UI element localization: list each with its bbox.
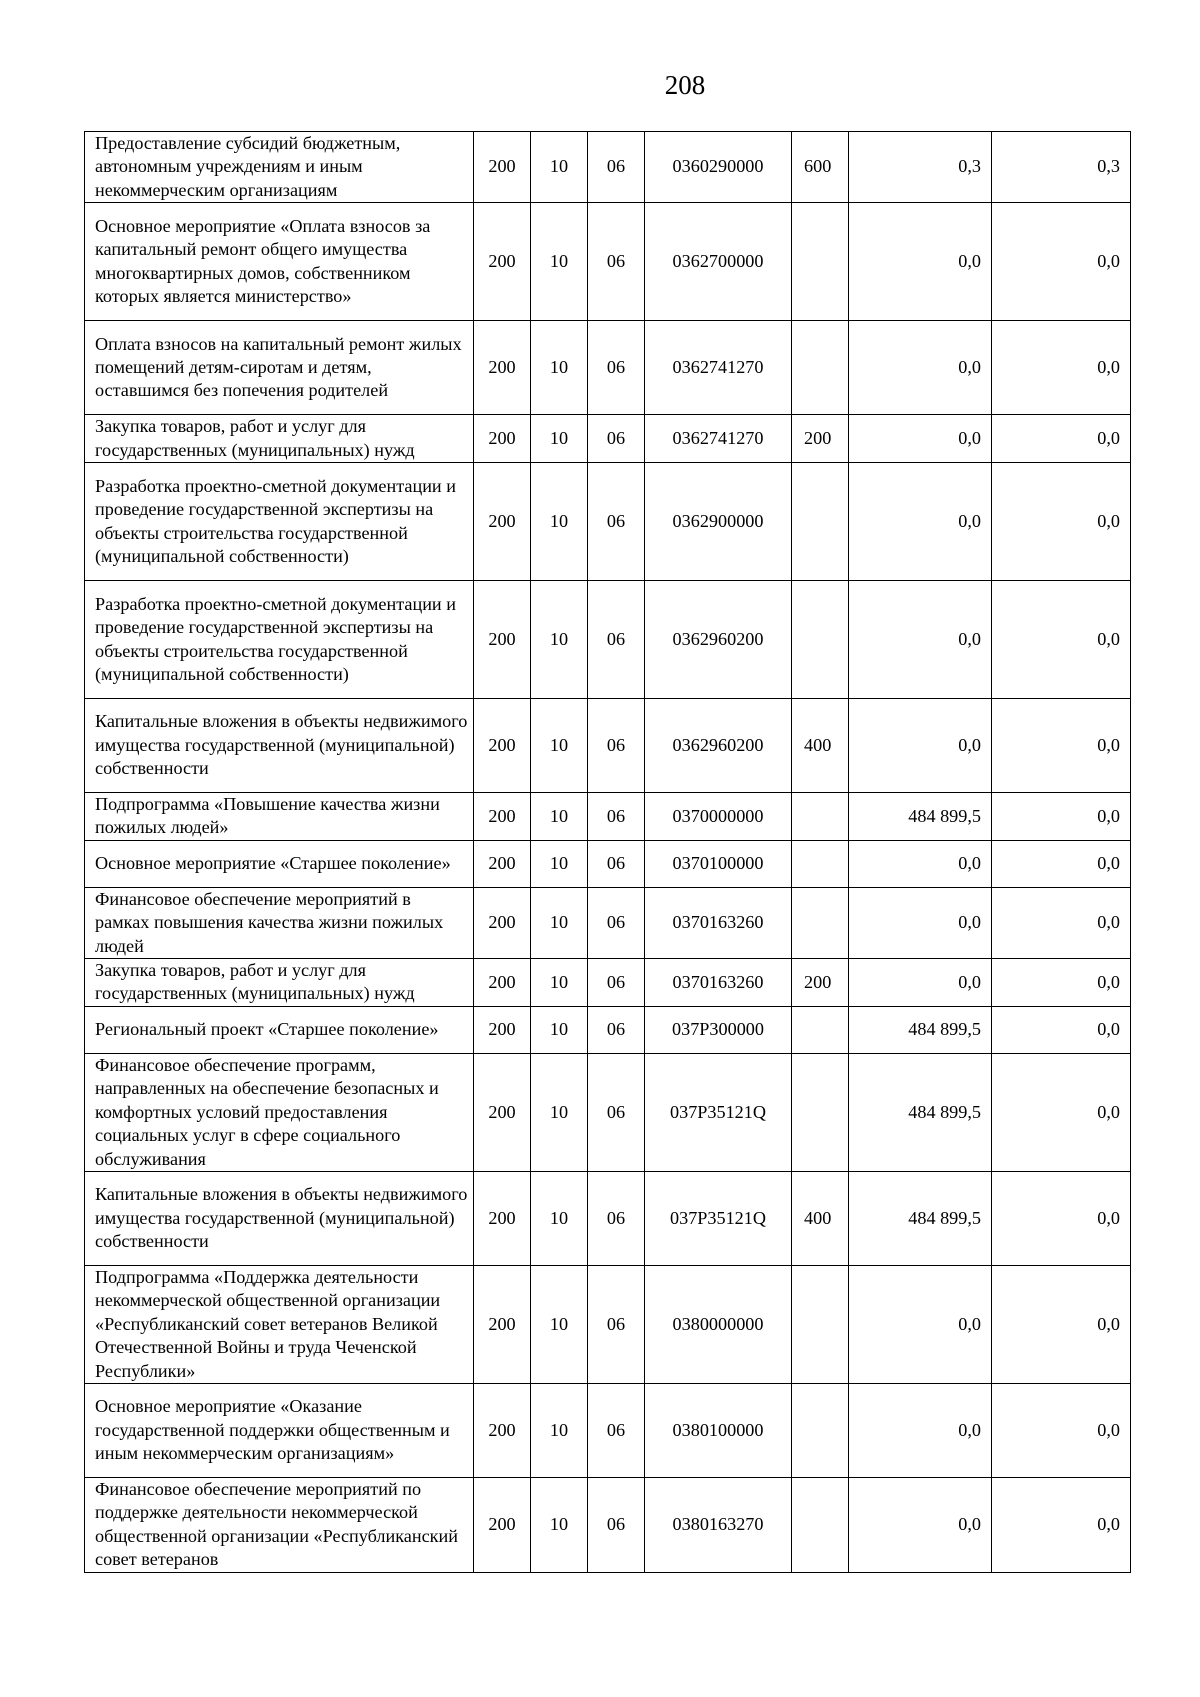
subsection-code-cell: 06 xyxy=(588,887,645,958)
ministry-code-cell: 200 xyxy=(474,959,531,1007)
target-article-cell: 0362741270 xyxy=(645,321,792,415)
target-article-cell: 0370163260 xyxy=(645,887,792,958)
expense-type-cell xyxy=(792,793,849,841)
target-article-cell: 037P35121Q xyxy=(645,1053,792,1171)
section-code-cell: 10 xyxy=(531,699,588,793)
section-code-cell: 10 xyxy=(531,1006,588,1053)
row-name-cell: Разработка проектно-сметной документации и проведение государственной экспертизы на объекты строительства государственной (муниципальной собственности) xyxy=(85,463,474,581)
target-article-cell: 0362900000 xyxy=(645,463,792,581)
section-code-cell: 10 xyxy=(531,1171,588,1265)
budget-table xyxy=(84,131,1131,1573)
expense-type-cell xyxy=(792,840,849,887)
subsection-code-cell: 06 xyxy=(588,1171,645,1265)
amount-second-year-cell: 0,0 xyxy=(992,463,1131,581)
expense-type-cell xyxy=(792,1053,849,1171)
subsection-code-cell: 06 xyxy=(588,840,645,887)
subsection-code-cell: 06 xyxy=(588,132,645,203)
section-code-cell: 10 xyxy=(531,132,588,203)
table-row xyxy=(85,887,1131,958)
amount-first-year-cell: 0,0 xyxy=(849,1383,992,1477)
amount-second-year-cell: 0,0 xyxy=(992,793,1131,841)
section-code-cell: 10 xyxy=(531,321,588,415)
table-row xyxy=(85,793,1131,841)
target-article-cell: 0370100000 xyxy=(645,840,792,887)
amount-first-year-cell: 484 899,5 xyxy=(849,1006,992,1053)
expense-type-cell xyxy=(792,581,849,699)
table-row xyxy=(85,581,1131,699)
row-name-cell: Оплата взносов на капитальный ремонт жилых помещений детям-сиротам и детям, оставшимся без попечения родителей xyxy=(85,321,474,415)
ministry-code-cell: 200 xyxy=(474,1053,531,1171)
subsection-code-cell: 06 xyxy=(588,321,645,415)
table-row xyxy=(85,415,1131,463)
amount-first-year-cell: 0,0 xyxy=(849,699,992,793)
row-name-cell: Предоставление субсидий бюджетным, автономным учреждениям и иным некоммерческим организациям xyxy=(85,132,474,203)
ministry-code-cell: 200 xyxy=(474,1383,531,1477)
row-name-cell: Закупка товаров, работ и услуг для государственных (муниципальных) нужд xyxy=(85,415,474,463)
target-article-cell: 0360290000 xyxy=(645,132,792,203)
amount-second-year-cell: 0,0 xyxy=(992,321,1131,415)
row-name-cell: Основное мероприятие «Старшее поколение» xyxy=(85,840,474,887)
row-name-cell: Региональный проект «Старшее поколение» xyxy=(85,1006,474,1053)
amount-second-year-cell: 0,0 xyxy=(992,581,1131,699)
amount-second-year-cell: 0,0 xyxy=(992,1265,1131,1383)
amount-second-year-cell: 0,0 xyxy=(992,1006,1131,1053)
ministry-code-cell: 200 xyxy=(474,203,531,321)
target-article-cell: 0362960200 xyxy=(645,581,792,699)
amount-second-year-cell: 0,0 xyxy=(992,1383,1131,1477)
table-row xyxy=(85,1265,1131,1383)
expense-type-cell xyxy=(792,1477,849,1572)
subsection-code-cell: 06 xyxy=(588,415,645,463)
amount-first-year-cell: 484 899,5 xyxy=(849,1171,992,1265)
target-article-cell: 037P300000 xyxy=(645,1006,792,1053)
subsection-code-cell: 06 xyxy=(588,1053,645,1171)
row-name-cell: Разработка проектно-сметной документации и проведение государственной экспертизы на объекты строительства государственной (муниципальной собственности) xyxy=(85,581,474,699)
table-body xyxy=(85,132,1131,1573)
section-code-cell: 10 xyxy=(531,1053,588,1171)
subsection-code-cell: 06 xyxy=(588,463,645,581)
amount-first-year-cell: 0,0 xyxy=(849,959,992,1007)
amount-first-year-cell: 484 899,5 xyxy=(849,793,992,841)
amount-second-year-cell: 0,0 xyxy=(992,1053,1131,1171)
row-name-cell: Финансовое обеспечение мероприятий по поддержке деятельности некоммерческой общественной организации «Республиканский совет ветеранов xyxy=(85,1477,474,1572)
table-row xyxy=(85,463,1131,581)
amount-first-year-cell: 0,0 xyxy=(849,1477,992,1572)
table-row xyxy=(85,203,1131,321)
table-row xyxy=(85,321,1131,415)
ministry-code-cell: 200 xyxy=(474,463,531,581)
ministry-code-cell: 200 xyxy=(474,887,531,958)
section-code-cell: 10 xyxy=(531,887,588,958)
page-number: 208 xyxy=(664,70,706,100)
row-name-cell: Основное мероприятие «Оказание государственной поддержки общественным и иным некоммерческим организациям» xyxy=(85,1383,474,1477)
section-code-cell: 10 xyxy=(531,1383,588,1477)
table-row xyxy=(85,1053,1131,1171)
amount-second-year-cell: 0,0 xyxy=(992,959,1131,1007)
row-name-cell: Финансовое обеспечение программ, направленных на обеспечение безопасных и комфортных условий предоставления социальных услуг в сфере социального обслуживания xyxy=(85,1053,474,1171)
table-row xyxy=(85,1006,1131,1053)
amount-first-year-cell: 0,0 xyxy=(849,581,992,699)
expense-type-cell xyxy=(792,1006,849,1053)
section-code-cell: 10 xyxy=(531,793,588,841)
ministry-code-cell: 200 xyxy=(474,1265,531,1383)
table-row xyxy=(85,1477,1131,1572)
ministry-code-cell: 200 xyxy=(474,1171,531,1265)
ministry-code-cell: 200 xyxy=(474,699,531,793)
subsection-code-cell: 06 xyxy=(588,1383,645,1477)
amount-second-year-cell: 0,3 xyxy=(992,132,1131,203)
expense-type-cell xyxy=(792,203,849,321)
amount-first-year-cell: 0,0 xyxy=(849,415,992,463)
target-article-cell: 037P35121Q xyxy=(645,1171,792,1265)
target-article-cell: 0380100000 xyxy=(645,1383,792,1477)
amount-second-year-cell: 0,0 xyxy=(992,699,1131,793)
table-row xyxy=(85,132,1131,203)
target-article-cell: 0380000000 xyxy=(645,1265,792,1383)
section-code-cell: 10 xyxy=(531,1265,588,1383)
table-row xyxy=(85,959,1131,1007)
target-article-cell: 0370000000 xyxy=(645,793,792,841)
ministry-code-cell: 200 xyxy=(474,321,531,415)
subsection-code-cell: 06 xyxy=(588,1265,645,1383)
section-code-cell: 10 xyxy=(531,203,588,321)
ministry-code-cell: 200 xyxy=(474,840,531,887)
expense-type-cell: 400 xyxy=(792,699,849,793)
expense-type-cell xyxy=(792,1265,849,1383)
ministry-code-cell: 200 xyxy=(474,581,531,699)
expense-type-cell: 200 xyxy=(792,959,849,1007)
amount-second-year-cell: 0,0 xyxy=(992,1171,1131,1265)
expense-type-cell xyxy=(792,1383,849,1477)
amount-second-year-cell: 0,0 xyxy=(992,840,1131,887)
target-article-cell: 0362960200 xyxy=(645,699,792,793)
amount-first-year-cell: 484 899,5 xyxy=(849,1053,992,1171)
expense-type-cell xyxy=(792,463,849,581)
expense-type-cell: 200 xyxy=(792,415,849,463)
row-name-cell: Капитальные вложения в объекты недвижимого имущества государственной (муниципальной) собственности xyxy=(85,699,474,793)
section-code-cell: 10 xyxy=(531,840,588,887)
target-article-cell: 0380163270 xyxy=(645,1477,792,1572)
row-name-cell: Подпрограмма «Поддержка деятельности некоммерческой общественной организации «Республиканский совет ветеранов Великой Отечественной Войны и труда Чеченской Республики» xyxy=(85,1265,474,1383)
ministry-code-cell: 200 xyxy=(474,415,531,463)
amount-first-year-cell: 0,3 xyxy=(849,132,992,203)
table-row xyxy=(85,1171,1131,1265)
subsection-code-cell: 06 xyxy=(588,203,645,321)
amount-first-year-cell: 0,0 xyxy=(849,887,992,958)
expense-type-cell: 600 xyxy=(792,132,849,203)
expense-type-cell: 400 xyxy=(792,1171,849,1265)
subsection-code-cell: 06 xyxy=(588,793,645,841)
table-row xyxy=(85,699,1131,793)
amount-second-year-cell: 0,0 xyxy=(992,1477,1131,1572)
section-code-cell: 10 xyxy=(531,415,588,463)
row-name-cell: Основное мероприятие «Оплата взносов за капитальный ремонт общего имущества многоквартирных домов, собственником которых является министерство» xyxy=(85,203,474,321)
amount-first-year-cell: 0,0 xyxy=(849,840,992,887)
target-article-cell: 0362741270 xyxy=(645,415,792,463)
amount-second-year-cell: 0,0 xyxy=(992,887,1131,958)
subsection-code-cell: 06 xyxy=(588,699,645,793)
amount-first-year-cell: 0,0 xyxy=(849,321,992,415)
amount-first-year-cell: 0,0 xyxy=(849,463,992,581)
amount-first-year-cell: 0,0 xyxy=(849,1265,992,1383)
amount-second-year-cell: 0,0 xyxy=(992,415,1131,463)
section-code-cell: 10 xyxy=(531,1477,588,1572)
row-name-cell: Капитальные вложения в объекты недвижимого имущества государственной (муниципальной) собственности xyxy=(85,1171,474,1265)
ministry-code-cell: 200 xyxy=(474,793,531,841)
target-article-cell: 0370163260 xyxy=(645,959,792,1007)
ministry-code-cell: 200 xyxy=(474,1477,531,1572)
subsection-code-cell: 06 xyxy=(588,1006,645,1053)
amount-second-year-cell: 0,0 xyxy=(992,203,1131,321)
row-name-cell: Подпрограмма «Повышение качества жизни пожилых людей» xyxy=(85,793,474,841)
expense-type-cell xyxy=(792,321,849,415)
section-code-cell: 10 xyxy=(531,581,588,699)
target-article-cell: 0362700000 xyxy=(645,203,792,321)
ministry-code-cell: 200 xyxy=(474,132,531,203)
row-name-cell: Закупка товаров, работ и услуг для государственных (муниципальных) нужд xyxy=(85,959,474,1007)
table-row xyxy=(85,840,1131,887)
expense-type-cell xyxy=(792,887,849,958)
section-code-cell: 10 xyxy=(531,463,588,581)
row-name-cell: Финансовое обеспечение мероприятий в рамках повышения качества жизни пожилых людей xyxy=(85,887,474,958)
section-code-cell: 10 xyxy=(531,959,588,1007)
amount-first-year-cell: 0,0 xyxy=(849,203,992,321)
ministry-code-cell: 200 xyxy=(474,1006,531,1053)
subsection-code-cell: 06 xyxy=(588,959,645,1007)
subsection-code-cell: 06 xyxy=(588,1477,645,1572)
table-row xyxy=(85,1383,1131,1477)
subsection-code-cell: 06 xyxy=(588,581,645,699)
